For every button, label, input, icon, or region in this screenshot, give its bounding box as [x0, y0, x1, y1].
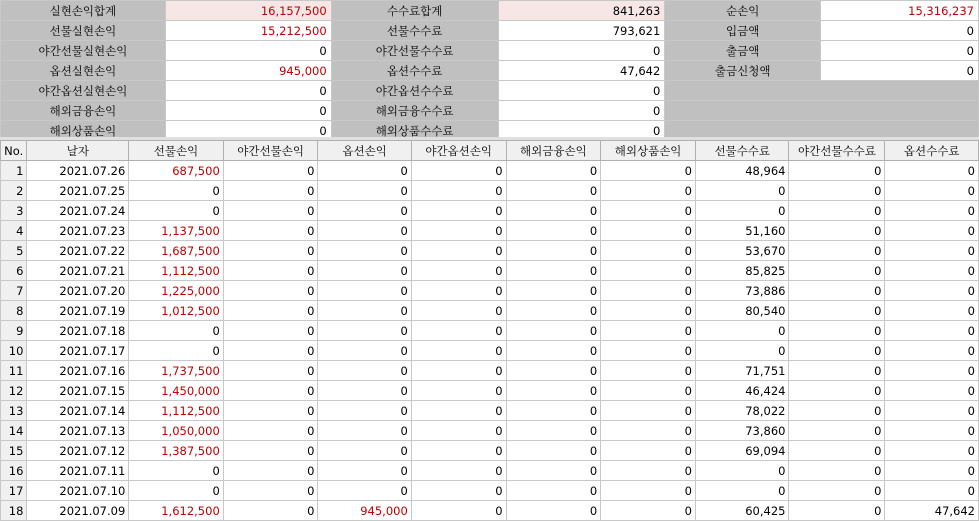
- value-cell: 0: [129, 461, 223, 481]
- value-cell: 0: [411, 361, 506, 381]
- column-header[interactable]: 야간선물수수료: [789, 141, 885, 161]
- column-header[interactable]: 야간선물손익: [223, 141, 318, 161]
- summary-label: 선물수수료: [331, 21, 498, 41]
- summary-value: 0: [821, 61, 979, 81]
- summary-value: 0: [165, 121, 331, 141]
- value-cell: 0: [411, 401, 506, 421]
- date-cell: 2021.07.23: [27, 221, 129, 241]
- date-cell: 2021.07.22: [27, 241, 129, 261]
- value-cell: 0: [601, 261, 696, 281]
- value-cell: 0: [506, 341, 601, 361]
- summary-label: 해외상품손익: [1, 121, 166, 141]
- row-number: 4: [1, 221, 27, 241]
- value-cell: 0: [506, 301, 601, 321]
- value-cell: 0: [885, 461, 979, 481]
- value-cell: 0: [789, 501, 885, 521]
- value-cell: 46,424: [695, 381, 789, 401]
- date-cell: 2021.07.11: [27, 461, 129, 481]
- table-row[interactable]: [1, 401, 979, 421]
- value-cell: 0: [223, 281, 318, 301]
- table-row[interactable]: [1, 301, 979, 321]
- value-cell: 0: [885, 181, 979, 201]
- table-row[interactable]: [1, 441, 979, 461]
- value-cell: 0: [223, 461, 318, 481]
- value-cell: 0: [318, 361, 411, 381]
- date-cell: 2021.07.14: [27, 401, 129, 421]
- value-cell: 0: [601, 401, 696, 421]
- value-cell: 0: [506, 261, 601, 281]
- value-cell: 0: [223, 401, 318, 421]
- value-cell: 0: [789, 381, 885, 401]
- value-cell: 0: [789, 301, 885, 321]
- value-cell: 0: [601, 181, 696, 201]
- value-cell: 0: [411, 161, 506, 181]
- value-cell: 0: [506, 501, 601, 521]
- value-cell: 0: [601, 241, 696, 261]
- value-cell: 0: [318, 281, 411, 301]
- value-cell: 1,112,500: [129, 261, 223, 281]
- value-cell: 0: [789, 161, 885, 181]
- value-cell: 73,860: [695, 421, 789, 441]
- value-cell: 1,612,500: [129, 501, 223, 521]
- summary-table: [0, 0, 979, 141]
- value-cell: 0: [411, 341, 506, 361]
- date-cell: 2021.07.16: [27, 361, 129, 381]
- row-number: 1: [1, 161, 27, 181]
- value-cell: 0: [411, 421, 506, 441]
- column-header[interactable]: 옵션수수료: [885, 141, 979, 161]
- table-row[interactable]: [1, 321, 979, 341]
- date-cell: 2021.07.26: [27, 161, 129, 181]
- value-cell: 0: [695, 461, 789, 481]
- value-cell: 0: [601, 501, 696, 521]
- value-cell: 0: [129, 481, 223, 501]
- row-number: 12: [1, 381, 27, 401]
- column-header[interactable]: 해외상품손익: [601, 141, 696, 161]
- value-cell: 0: [318, 201, 411, 221]
- summary-value: 0: [165, 101, 331, 121]
- value-cell: 0: [601, 441, 696, 461]
- value-cell: 0: [601, 321, 696, 341]
- row-number: 5: [1, 241, 27, 261]
- value-cell: 0: [789, 221, 885, 241]
- value-cell: 0: [129, 341, 223, 361]
- value-cell: 0: [885, 401, 979, 421]
- value-cell: 78,022: [695, 401, 789, 421]
- summary-row: [1, 21, 979, 41]
- value-cell: 69,094: [695, 441, 789, 461]
- value-cell: 0: [411, 441, 506, 461]
- value-cell: 0: [601, 301, 696, 321]
- value-cell: 0: [411, 321, 506, 341]
- summary-label: 해외금융손익: [1, 101, 166, 121]
- value-cell: 0: [506, 381, 601, 401]
- value-cell: 0: [789, 361, 885, 381]
- row-number: 15: [1, 441, 27, 461]
- value-cell: 0: [223, 341, 318, 361]
- value-cell: 0: [411, 261, 506, 281]
- row-number: 13: [1, 401, 27, 421]
- value-cell: 0: [601, 361, 696, 381]
- summary-row: [1, 81, 979, 101]
- value-cell: 0: [506, 421, 601, 441]
- value-cell: 0: [506, 481, 601, 501]
- value-cell: 0: [885, 441, 979, 461]
- summary-label: 출금액: [665, 41, 821, 61]
- row-number: 18: [1, 501, 27, 521]
- value-cell: 1,687,500: [129, 241, 223, 261]
- summary-label: 옵션실현손익: [1, 61, 166, 81]
- value-cell: 0: [223, 441, 318, 461]
- table-row[interactable]: [1, 161, 979, 181]
- value-cell: 0: [601, 221, 696, 241]
- value-cell: 53,670: [695, 241, 789, 261]
- value-cell: 0: [318, 481, 411, 501]
- value-cell: 0: [506, 321, 601, 341]
- value-cell: 0: [318, 161, 411, 181]
- value-cell: 0: [789, 261, 885, 281]
- value-cell: 0: [223, 361, 318, 381]
- value-cell: 0: [506, 461, 601, 481]
- value-cell: 0: [885, 241, 979, 261]
- value-cell: 0: [885, 261, 979, 281]
- summary-empty-cell: [665, 81, 979, 101]
- value-cell: 0: [601, 461, 696, 481]
- value-cell: 0: [601, 201, 696, 221]
- value-cell: 1,450,000: [129, 381, 223, 401]
- value-cell: 0: [318, 261, 411, 281]
- row-number: 7: [1, 281, 27, 301]
- value-cell: 0: [318, 401, 411, 421]
- value-cell: 0: [789, 421, 885, 441]
- value-cell: 0: [223, 161, 318, 181]
- value-cell: 0: [789, 341, 885, 361]
- table-row[interactable]: [1, 461, 979, 481]
- value-cell: 0: [601, 381, 696, 401]
- value-cell: 0: [885, 201, 979, 221]
- value-cell: 945,000: [318, 501, 411, 521]
- summary-value: 945,000: [165, 61, 331, 81]
- value-cell: 0: [506, 281, 601, 301]
- value-cell: 0: [318, 181, 411, 201]
- value-cell: 1,225,000: [129, 281, 223, 301]
- summary-value: 0: [498, 81, 665, 101]
- summary-row: [1, 41, 979, 61]
- date-cell: 2021.07.24: [27, 201, 129, 221]
- summary-label: 옵션수수료: [331, 61, 498, 81]
- value-cell: 0: [506, 221, 601, 241]
- table-row[interactable]: [1, 501, 979, 521]
- date-cell: 2021.07.21: [27, 261, 129, 281]
- column-header[interactable]: 선물손익: [129, 141, 223, 161]
- daily-pnl-grid[interactable]: [0, 140, 979, 521]
- summary-label: 해외금융수수료: [331, 101, 498, 121]
- value-cell: 0: [318, 421, 411, 441]
- value-cell: 0: [318, 241, 411, 261]
- column-header[interactable]: 야간옵션손익: [411, 141, 506, 161]
- value-cell: 0: [318, 301, 411, 321]
- row-number: 16: [1, 461, 27, 481]
- value-cell: 0: [318, 441, 411, 461]
- summary-label: 출금신청액: [665, 61, 821, 81]
- value-cell: 0: [318, 381, 411, 401]
- value-cell: 0: [223, 241, 318, 261]
- value-cell: 0: [601, 421, 696, 441]
- value-cell: 1,387,500: [129, 441, 223, 461]
- value-cell: 0: [223, 261, 318, 281]
- value-cell: 0: [411, 301, 506, 321]
- row-number: 11: [1, 361, 27, 381]
- row-number: 10: [1, 341, 27, 361]
- value-cell: 0: [411, 381, 506, 401]
- summary-value: 15,212,500: [165, 21, 331, 41]
- table-row[interactable]: [1, 181, 979, 201]
- table-row[interactable]: [1, 241, 979, 261]
- date-cell: 2021.07.13: [27, 421, 129, 441]
- row-number: 8: [1, 301, 27, 321]
- value-cell: 0: [506, 201, 601, 221]
- value-cell: 1,112,500: [129, 401, 223, 421]
- value-cell: 0: [506, 401, 601, 421]
- summary-label: 선물실현손익: [1, 21, 166, 41]
- date-cell: 2021.07.17: [27, 341, 129, 361]
- value-cell: 85,825: [695, 261, 789, 281]
- table-row[interactable]: [1, 221, 979, 241]
- value-cell: 48,964: [695, 161, 789, 181]
- value-cell: 0: [885, 161, 979, 181]
- value-cell: 73,886: [695, 281, 789, 301]
- value-cell: 0: [695, 181, 789, 201]
- summary-value: 16,157,500: [165, 1, 331, 21]
- value-cell: 687,500: [129, 161, 223, 181]
- value-cell: 0: [506, 441, 601, 461]
- value-cell: 0: [885, 381, 979, 401]
- value-cell: 1,737,500: [129, 361, 223, 381]
- table-row[interactable]: [1, 201, 979, 221]
- summary-label: 입금액: [665, 21, 821, 41]
- grid-header-row: [1, 141, 979, 161]
- row-number: 2: [1, 181, 27, 201]
- value-cell: 0: [789, 181, 885, 201]
- value-cell: 0: [885, 221, 979, 241]
- date-cell: 2021.07.20: [27, 281, 129, 301]
- row-number: 17: [1, 481, 27, 501]
- value-cell: 0: [789, 481, 885, 501]
- table-row[interactable]: [1, 281, 979, 301]
- value-cell: 0: [885, 321, 979, 341]
- value-cell: 0: [223, 481, 318, 501]
- date-cell: 2021.07.12: [27, 441, 129, 461]
- value-cell: 0: [506, 241, 601, 261]
- value-cell: 0: [885, 341, 979, 361]
- value-cell: 0: [411, 481, 506, 501]
- summary-label: 해외상품수수료: [331, 121, 498, 141]
- summary-row: [1, 101, 979, 121]
- summary-label: 야간선물수수료: [331, 41, 498, 61]
- value-cell: 0: [789, 321, 885, 341]
- value-cell: 0: [411, 501, 506, 521]
- date-cell: 2021.07.18: [27, 321, 129, 341]
- summary-value: 0: [165, 81, 331, 101]
- value-cell: 0: [223, 181, 318, 201]
- value-cell: 0: [318, 321, 411, 341]
- value-cell: 0: [223, 381, 318, 401]
- value-cell: 0: [601, 161, 696, 181]
- summary-empty-cell: [665, 101, 979, 121]
- value-cell: 60,425: [695, 501, 789, 521]
- summary-value: 0: [165, 41, 331, 61]
- value-cell: 0: [411, 201, 506, 221]
- value-cell: 0: [411, 241, 506, 261]
- value-cell: 0: [601, 281, 696, 301]
- table-row[interactable]: [1, 341, 979, 361]
- daily-pnl-table: [0, 140, 979, 521]
- value-cell: 0: [411, 461, 506, 481]
- summary-value: 47,642: [498, 61, 665, 81]
- value-cell: 47,642: [885, 501, 979, 521]
- value-cell: 0: [223, 321, 318, 341]
- value-cell: 0: [695, 341, 789, 361]
- value-cell: 0: [223, 201, 318, 221]
- value-cell: 0: [601, 341, 696, 361]
- summary-label: 야간옵션실현손익: [1, 81, 166, 101]
- value-cell: 0: [223, 501, 318, 521]
- summary-value: 15,316,237: [821, 1, 979, 21]
- value-cell: 0: [695, 481, 789, 501]
- value-cell: 0: [789, 281, 885, 301]
- summary-row: [1, 1, 979, 21]
- value-cell: 0: [129, 321, 223, 341]
- column-header[interactable]: 옵션손익: [318, 141, 411, 161]
- value-cell: 0: [789, 201, 885, 221]
- summary-value: 0: [821, 41, 979, 61]
- value-cell: 0: [411, 221, 506, 241]
- summary-label: 수수료합계: [331, 1, 498, 21]
- value-cell: 0: [506, 361, 601, 381]
- table-row[interactable]: [1, 261, 979, 281]
- value-cell: 0: [506, 181, 601, 201]
- value-cell: 1,050,000: [129, 421, 223, 441]
- table-row[interactable]: [1, 361, 979, 381]
- summary-label: 실현손익합계: [1, 1, 166, 21]
- value-cell: 0: [223, 301, 318, 321]
- table-row[interactable]: [1, 421, 979, 441]
- date-cell: 2021.07.15: [27, 381, 129, 401]
- value-cell: 0: [223, 221, 318, 241]
- value-cell: 0: [885, 301, 979, 321]
- value-cell: 0: [506, 161, 601, 181]
- date-cell: 2021.07.19: [27, 301, 129, 321]
- value-cell: 0: [129, 181, 223, 201]
- column-header[interactable]: 날자: [27, 141, 129, 161]
- summary-label: 순손익: [665, 1, 821, 21]
- date-cell: 2021.07.09: [27, 501, 129, 521]
- value-cell: 0: [885, 421, 979, 441]
- row-number: 14: [1, 421, 27, 441]
- table-row[interactable]: [1, 381, 979, 401]
- row-number: 9: [1, 321, 27, 341]
- value-cell: 0: [695, 321, 789, 341]
- summary-value: 841,263: [498, 1, 665, 21]
- value-cell: 0: [318, 221, 411, 241]
- value-cell: 71,751: [695, 361, 789, 381]
- value-cell: 0: [885, 361, 979, 381]
- value-cell: 0: [318, 461, 411, 481]
- value-cell: 1,012,500: [129, 301, 223, 321]
- summary-value: 0: [498, 121, 665, 141]
- summary-row: [1, 61, 979, 81]
- value-cell: 51,160: [695, 221, 789, 241]
- date-cell: 2021.07.25: [27, 181, 129, 201]
- value-cell: 0: [601, 481, 696, 501]
- date-cell: 2021.07.10: [27, 481, 129, 501]
- summary-value: 0: [821, 21, 979, 41]
- row-number: 3: [1, 201, 27, 221]
- value-cell: 0: [789, 401, 885, 421]
- value-cell: 1,137,500: [129, 221, 223, 241]
- value-cell: 0: [789, 441, 885, 461]
- value-cell: 0: [789, 241, 885, 261]
- value-cell: 0: [129, 201, 223, 221]
- column-header[interactable]: No.: [1, 141, 27, 161]
- value-cell: 0: [885, 281, 979, 301]
- summary-panel: [0, 0, 979, 141]
- summary-value: 0: [498, 101, 665, 121]
- value-cell: 0: [318, 341, 411, 361]
- value-cell: 0: [695, 201, 789, 221]
- value-cell: 80,540: [695, 301, 789, 321]
- row-number: 6: [1, 261, 27, 281]
- value-cell: 0: [411, 281, 506, 301]
- value-cell: 0: [223, 421, 318, 441]
- value-cell: 0: [885, 481, 979, 501]
- summary-label: 야간선물실현손익: [1, 41, 166, 61]
- summary-value: 0: [498, 41, 665, 61]
- column-header[interactable]: 해외금융손익: [506, 141, 601, 161]
- table-row[interactable]: [1, 481, 979, 501]
- value-cell: 0: [789, 461, 885, 481]
- value-cell: 0: [411, 181, 506, 201]
- summary-value: 793,621: [498, 21, 665, 41]
- column-header[interactable]: 선물수수료: [695, 141, 789, 161]
- summary-label: 야간옵션수수료: [331, 81, 498, 101]
